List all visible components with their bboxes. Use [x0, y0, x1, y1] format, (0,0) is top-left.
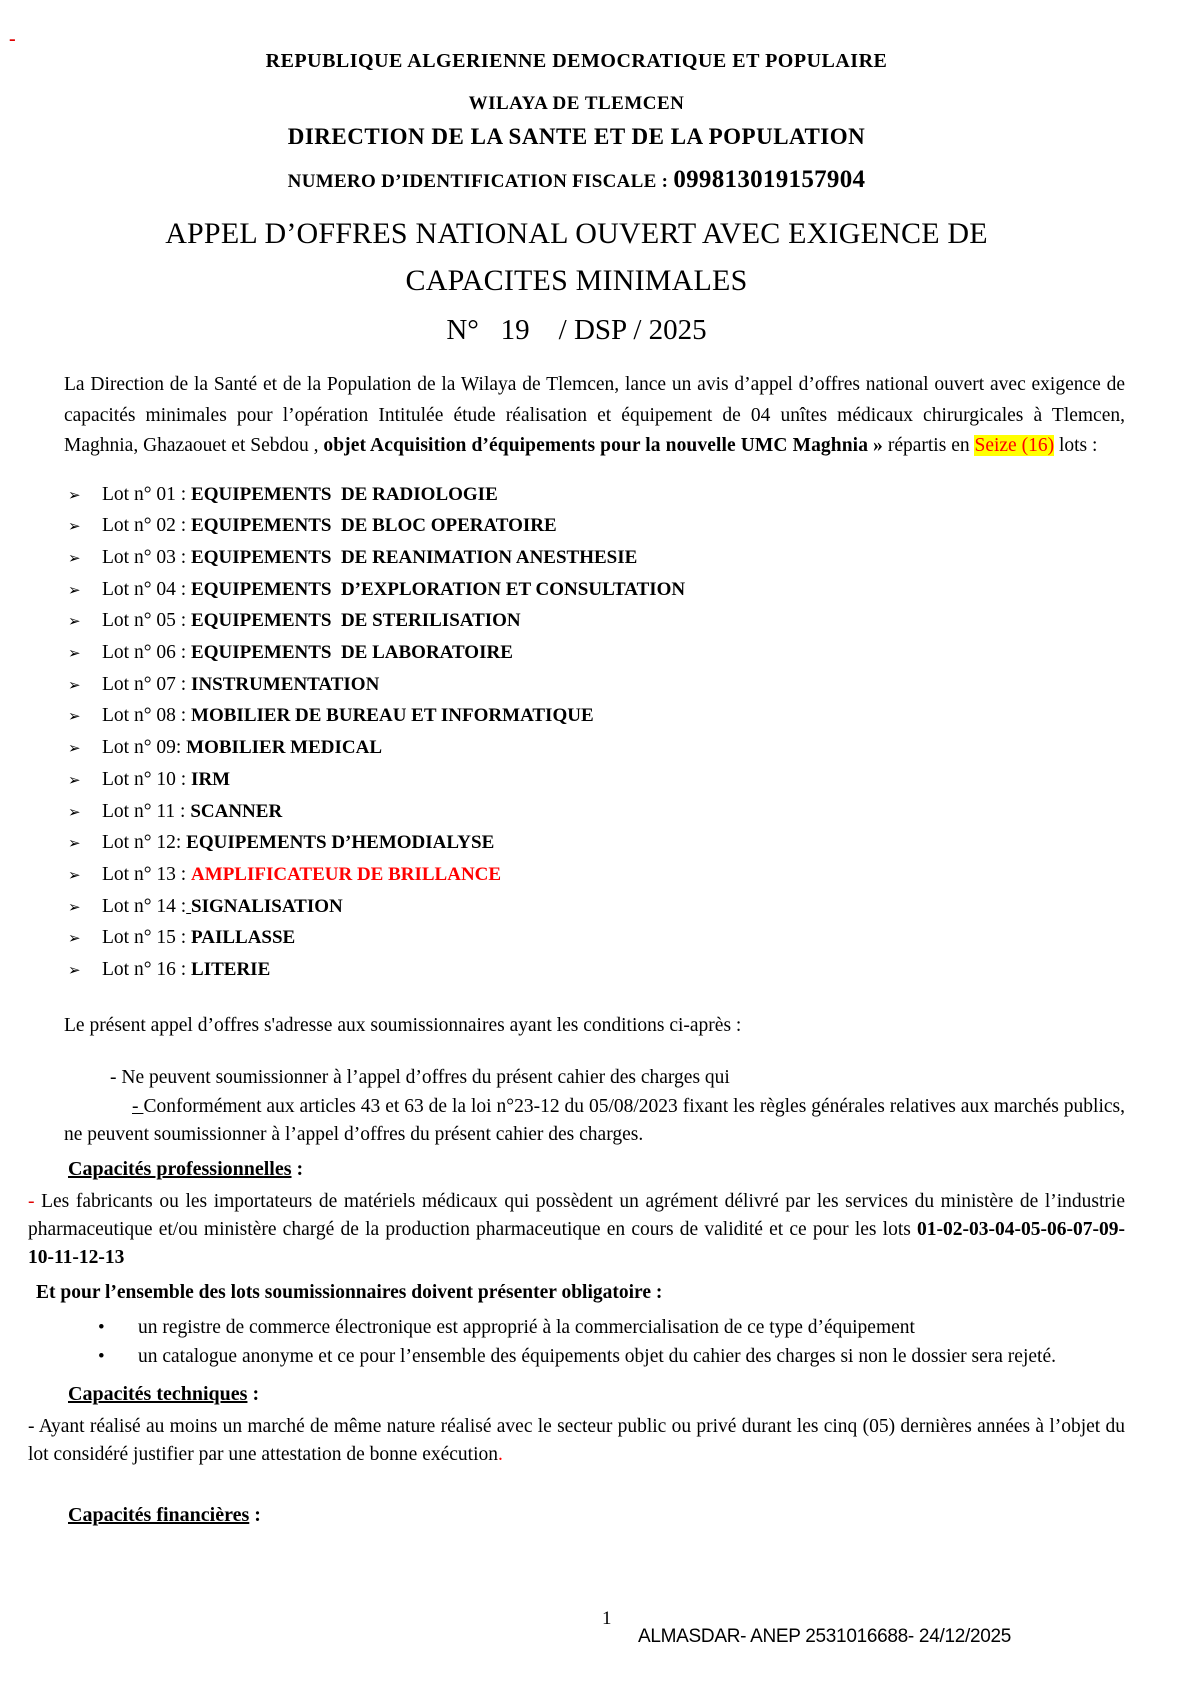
lot-name: EQUIPEMENTS DE REANIMATION ANESTHESIE [191, 546, 638, 568]
underlined-dash: - [132, 1095, 144, 1117]
lot-name: EQUIPEMENTS D’HEMODIALYSE [186, 832, 495, 854]
lot-name: SCANNER [190, 800, 283, 822]
lot-name: EQUIPEMENTS DE BLOC OPERATOIRE [191, 515, 557, 537]
lot-label: Lot n° 03 : [102, 546, 192, 568]
professional-capacities-text: Les fabricants ou les importateurs de matériels médicaux qui possèdent un agrément délivré par les services du ministère de l’industrie pharmaceutique et/ou ministère chargé de la production pharmaceutique en cours de validité et ce pour les lots [28, 1190, 1125, 1240]
lot-item-03 [68, 543, 1125, 575]
lot-item-14 [68, 892, 1125, 924]
lot-item-15 [68, 923, 1125, 955]
red-period: . [498, 1444, 503, 1466]
arrow-bullet-icon: ➢ [68, 804, 81, 821]
lots-list [68, 480, 1125, 987]
lot-item-08 [68, 701, 1125, 733]
lot-label: Lot n° 15 : [102, 927, 192, 949]
arrow-bullet-icon: ➢ [68, 582, 81, 599]
fiscal-id-value: 099813019157904 [673, 166, 866, 193]
fiscal-id-label: NUMERO D’IDENTIFICATION FISCALE : [287, 171, 674, 192]
document-title-line-1: APPEL D’OFFRES NATIONAL OUVERT AVEC EXIGENCE DE [165, 217, 988, 250]
heading-colon: : [247, 1382, 260, 1405]
dot-bullet-icon: • [98, 1316, 105, 1338]
section-heading-financial [68, 1500, 1125, 1530]
arrow-bullet-icon: ➢ [68, 867, 81, 884]
lot-name: MOBILIER MEDICAL [186, 737, 382, 759]
anep-reference: ALMASDAR- ANEP 2531016688- 24/12/2025 [638, 1626, 1012, 1647]
arrow-bullet-icon: ➢ [68, 741, 81, 758]
condition-item-2 [64, 1093, 1125, 1150]
requirement-text: un catalogue anonyme et ce pour l’ensemble des équipements objet du cahier des charges si non le dossier sera rejeté. [138, 1345, 1056, 1367]
stray-red-dash: - [9, 28, 16, 50]
requirement-item-1 [98, 1313, 1108, 1342]
lot-name: EQUIPEMENTS D’EXPLORATION ET CONSULTATION [191, 578, 686, 600]
arrow-bullet-icon: ➢ [68, 550, 81, 567]
intro-text-2: répartis en [887, 435, 975, 456]
requirements-list [98, 1313, 1108, 1371]
requirement-text: un registre de commerce électronique est approprié à la commercialisation de ce type d’équipement [138, 1316, 915, 1338]
lot-name: INSTRUMENTATION [191, 673, 380, 695]
mandatory-requirements-line: Et pour l’ensemble des lots soumissionnaires doivent présenter obligatoire : [36, 1281, 663, 1303]
direction-header: DIRECTION DE LA SANTE ET DE LA POPULATION [287, 124, 866, 149]
lot-item-13 [68, 860, 1125, 892]
lot-item-10 [68, 765, 1125, 797]
lot-name: IRM [191, 768, 231, 790]
arrow-bullet-icon: ➢ [68, 646, 81, 663]
conditions-intro: Le présent appel d’offres s'adresse aux soumissionnaires ayant les conditions ci-après : [64, 1014, 742, 1036]
tender-number: N° 19 / DSP / 2025 [446, 314, 707, 346]
lot-label: Lot n° 04 : [102, 578, 192, 600]
page-number: 1 [602, 1608, 612, 1629]
lot-item-09 [68, 733, 1125, 765]
arrow-bullet-icon: ➢ [68, 677, 81, 694]
condition-item-2-text: Conformément aux articles 43 et 63 de la loi n°23-12 du 05/08/2023 fixant les règles générales relatives aux marchés publics, ne peuvent soumissionner à l’appel d’offres du présent cahier des charges. [64, 1095, 1125, 1146]
professional-capacities-paragraph [28, 1188, 1125, 1272]
lot-label: Lot n° 07 : [102, 673, 192, 695]
lot-label: Lot n° 14 : [102, 895, 187, 917]
document-title-line-2: CAPACITES MINIMALES [405, 264, 748, 297]
lot-label: Lot n° 09: [102, 737, 187, 759]
intro-object-bold: objet Acquisition d’équipements pour la nouvelle UMC Maghnia » [323, 435, 888, 456]
lot-item-04 [68, 575, 1125, 607]
dot-bullet-icon: • [98, 1345, 105, 1367]
republic-header: REPUBLIQUE ALGERIENNE DEMOCRATIQUE ET POPULAIRE [265, 50, 888, 72]
lot-name: PAILLASSE [191, 927, 296, 949]
lot-label: Lot n° 10 : [102, 768, 192, 790]
arrow-bullet-icon: ➢ [68, 963, 81, 980]
lot-item-16 [68, 955, 1125, 987]
section-heading-technical [68, 1379, 1125, 1409]
lot-label: Lot n° 05 : [102, 610, 192, 632]
section-heading-professional [68, 1154, 1125, 1184]
lot-label: Lot n° 11 : [102, 800, 191, 822]
condition-item-1: - Ne peuvent soumissionner à l’appel d’offres du présent cahier des charges qui [110, 1066, 730, 1088]
lot-label: Lot n° 13 : [102, 863, 192, 885]
arrow-bullet-icon: ➢ [68, 709, 81, 726]
lot-name: LITERIE [191, 959, 271, 981]
eligible-lots-numbers: 01-02-03-04-05-06-07-09-10-11-12-13 [28, 1218, 1125, 1268]
requirement-item-2 [98, 1342, 1108, 1371]
heading-text: Capacités financières [68, 1503, 250, 1526]
lot-name-red: AMPLIFICATEUR DE BRILLANCE [191, 863, 502, 885]
lot-item-01 [68, 480, 1125, 512]
lot-label: Lot n° 16 : [102, 959, 192, 981]
arrow-bullet-icon: ➢ [68, 614, 81, 631]
arrow-bullet-icon: ➢ [68, 519, 81, 536]
intro-text-1: La Direction de la Santé et de la Population de la Wilaya de Tlemcen, lance un avis d’appel d’offres national ouvert avec exigence de capacités minimales pour l’opération Intitulée étude réalisation et équipement de 04 unîtes médicaux chirurgicales à Tlemcen, Maghnia, Ghazaouet et Sebdou , [64, 374, 1125, 456]
arrow-bullet-icon: ➢ [68, 772, 81, 789]
heading-text: Capacités techniques [68, 1382, 248, 1405]
arrow-bullet-icon: ➢ [68, 487, 81, 504]
intro-paragraph [64, 370, 1125, 462]
lot-label: Lot n° 06 : [102, 642, 192, 664]
arrow-bullet-icon: ➢ [68, 899, 81, 916]
intro-text-3: lots : [1054, 435, 1098, 456]
lot-name: EQUIPEMENTS DE STERILISATION [191, 610, 521, 632]
lot-item-07 [68, 670, 1125, 702]
lot-item-02 [68, 511, 1125, 543]
technical-capacities-paragraph [28, 1413, 1125, 1470]
red-dash: - [28, 1190, 42, 1212]
heading-text: Capacités professionnelles [68, 1157, 292, 1180]
lot-name: EQUIPEMENTS DE LABORATOIRE [191, 642, 513, 664]
lot-name: MOBILIER DE BUREAU ET INFORMATIQUE [191, 705, 594, 727]
lot-item-05 [68, 606, 1125, 638]
lot-label: Lot n° 02 : [102, 515, 192, 537]
lot-label: Lot n° 12: [102, 832, 187, 854]
lot-item-11 [68, 797, 1125, 829]
arrow-bullet-icon: ➢ [68, 836, 81, 853]
lot-item-12 [68, 828, 1125, 860]
lot-label: Lot n° 01 : [102, 483, 192, 505]
wilaya-header: WILAYA DE TLEMCEN [468, 93, 685, 114]
lot-label: Lot n° 08 : [102, 705, 192, 727]
heading-colon: : [291, 1157, 304, 1180]
heading-colon: : [249, 1503, 261, 1526]
lots-count-highlight: Seize (16) [974, 435, 1055, 456]
document-title [28, 210, 1125, 304]
lot-item-06 [68, 638, 1125, 670]
technical-capacities-text: - Ayant réalisé au moins un marché de même nature réalisé avec le secteur public ou privé durant les cinq (05) dernières années à l’objet du lot considéré justifier par une attestation de bonne exécution [28, 1415, 1125, 1466]
lot-name: SIGNALISATION [191, 895, 343, 917]
fiscal-id-line [28, 164, 1125, 198]
lot-name: EQUIPEMENTS DE RADIOLOGIE [191, 483, 498, 505]
arrow-bullet-icon: ➢ [68, 931, 81, 948]
